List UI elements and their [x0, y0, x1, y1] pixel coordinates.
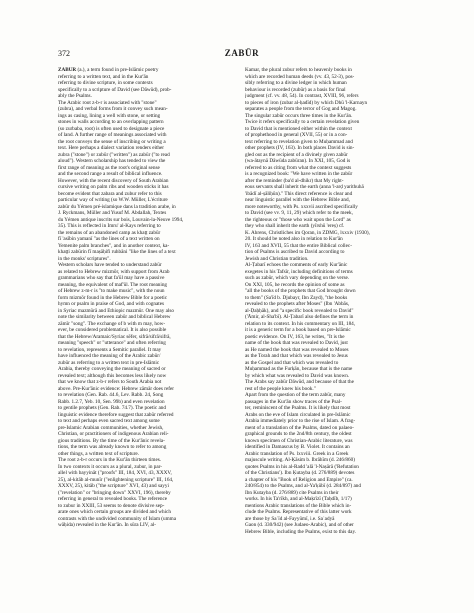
text-line: sibly referring to a divine ledger in which human	[245, 80, 347, 86]
text-line: particular way of writing (so W.W. Müller, L'écriture	[58, 197, 168, 203]
text-line: have influenced the meaning of the Arabic zabūr/	[58, 353, 161, 359]
text-line: is a recognized book: "We have written in the zabūr	[245, 171, 353, 177]
text-line: ment of a translation of the Psalms, dated on palaeo-	[245, 424, 354, 431]
text-line: and the second range a result of biblical influence.	[58, 171, 163, 177]
text-line: Twice it refers specifically to a certain revelation given	[245, 119, 360, 125]
text-line: a chapter of his "Book of Religion and Empire" (ca.	[245, 476, 353, 483]
text-line: behaviour is recorded (zubūr) as a basis for final	[245, 86, 346, 93]
text-line: known specimen of Christian-Arabic literature, was	[245, 437, 353, 444]
text-line: gious traditions. By the time of the Kur'ānic revela-	[58, 437, 165, 444]
text-line: relation to its context. In his commentary on III, 184,	[245, 320, 356, 327]
text-line: K. Ahrens, Christliches im Qoran, in ZDMG, lxxxiv (1930),	[245, 229, 370, 236]
text-line: identified in Damascus by B. Violet. It contains an	[245, 444, 350, 450]
text-line: form mizmōr found in the Hebrew Bible for a poetic	[58, 294, 168, 301]
text-line: that we know that z-b-r refers to South Arabia not	[58, 379, 162, 385]
text-line: Arabia immediately prior to the rise of Islam. A frag-	[245, 418, 356, 424]
text-line: mentions Arabic translations of the Bible which in-	[245, 502, 352, 509]
text-line: pre-Islamic Arabian communities, whether Jewish,	[58, 424, 164, 431]
text-line: to David that is mentioned either within the context	[245, 125, 352, 132]
text-line: referring to divine scripture, in some contexts	[58, 80, 153, 86]
text-line: they who shall inherit the earth (yīrshū 'ereṣ) cf.	[245, 223, 345, 229]
text-line: to zubur in XXIII, 53 seems to denote divisive sep-	[58, 502, 165, 509]
text-line: near linguistic parallel with the Hebrew Bible and,	[245, 197, 350, 203]
text-line: Arabic translation of Ps. lxxviii. Greek in a Greek	[245, 450, 349, 457]
text-line: (wa-ātaynā Dāwūda zabūran). In XXI, 105, God is	[245, 158, 351, 164]
text-line: ter, reminiscent of the Psalms. It is likely that most	[245, 405, 351, 411]
text-line: 25), al-kitāb al-munīr ("enlightening scripture" III, 164,	[58, 476, 174, 483]
text-line: Hebrew Bible, including the Psalms, exist to this day.	[245, 528, 357, 535]
text-line: linguistic evidence therefore suggest that zabūr referred	[58, 411, 174, 418]
text-line: that the Hebrew/Aramaic/Syriac sēfer, sifrā/sifrā/sifrā,	[58, 333, 171, 340]
text-line: after the reminder (ba'd al-dhikr) that My right-	[245, 177, 344, 184]
text-line: by which what was revealed to David was known.	[245, 372, 350, 379]
text-line: to revelation, represents a Semitic parallel. It may	[58, 346, 162, 353]
text-line: tion of Psalms is ascribed to David according to	[245, 249, 345, 255]
text-line: works. In his Ta'rīkh, and al-Maḳrīzī (Taḥdīb, 1/17)	[245, 496, 352, 502]
text-line: The root z-b-r occurs in the Kur'ān thirteen times.	[58, 457, 162, 463]
text-line: Rabb. 1.2.7, Yeb. 10, Sen. 99b) and even revelation	[58, 398, 165, 405]
text-line: gled out as the recipient of a divinely given zabūr	[245, 151, 348, 158]
text-line: are those by Saʿīd al-Fayyūmī, i.e. Saʿadyā	[245, 515, 335, 522]
text-line: The Arabic root z-b-r is associated with "stone"	[58, 99, 157, 106]
text-line: ever, be considered problematical. It is also possible	[58, 327, 167, 333]
text-line: such as zabūr, which vary depending on the verse.	[245, 275, 350, 281]
text-line: poetic evidence. On IV, 163, he writes, "It is the	[245, 333, 345, 340]
text-line: 240/854) to the Psalms, and al-Ya'ḳūbī (d. 284/897) and	[245, 483, 361, 489]
text-line: Arabia, thereby conveying the meaning of sacred or	[58, 366, 166, 372]
text-line: Yemenite palm branches", and in another context, ka-	[58, 242, 170, 249]
text-line: text referring to revelation given to Muḥammad and	[245, 138, 353, 145]
text-line: in Syriac mazmūrā and Ethiopic mazmūr. One may also	[58, 307, 174, 314]
text-line: The Arabs say zabūr Dāwūd, and because of that the	[245, 379, 354, 385]
text-line: tions, the term was already known to refer to among	[58, 444, 167, 450]
text-line: to revelation (Gen. Rab. 44.6, Lev. Rabb. 24, Song	[58, 392, 164, 398]
text-line: quotes Psalms in his al-Radd 'alā 'l-Naṣārā ('Refutation	[245, 463, 359, 470]
text-line: the remains of an abandoned camp as khaṭṭ zabūr	[58, 229, 161, 236]
text-line: Kamar, the plural zubur refers to heavenly books in	[245, 67, 352, 73]
text-line: become evident that zabara and zubur refer to this	[58, 190, 162, 197]
text-line: Western scholars have tended to understand zabūr	[58, 262, 162, 268]
text-line: majuscule writing. Al-Ḳāsim b. Ibrāhīm (d. 246/860)	[245, 457, 355, 463]
text-line: XXXV, 25), kitāb ("the scripture" XVI, 43) and sayyi	[58, 483, 169, 489]
headword: ZABŪR	[58, 67, 77, 73]
text-line: du Yémen antique inscrits sur bois, Louvain-la-Neuve 1994,	[58, 216, 184, 223]
text-line: of the Christians'). Ibn Ḳutayba (d. 276/889) devotes	[245, 470, 355, 476]
text-line: more noteworthy, with Ps. xxxvii ascribed specifically	[245, 203, 358, 210]
text-line: khaṭṭi zabūrin fī maṣāḥifi ruhbāni "like the lines of a text	[58, 249, 176, 255]
text-line: stones in walls according to an overlapping pattern	[58, 119, 164, 125]
first-line-text: (a.), a term found in pre-Islāmic poetry	[76, 67, 159, 73]
text-line: to gentile prophets (Gen. Rab. 74.7). The poetic and	[58, 405, 166, 411]
text-line: of land. A further range of meanings associated with	[58, 132, 167, 138]
text-line: meaning, the equivalent of maf'ūl. The root meaning	[58, 281, 168, 288]
text-line: 20. It should be noted also in relation to Kur'ān	[245, 236, 343, 242]
text-line: Gaon (d. 330/942) (see Judaeo-Arabic), and of other	[245, 522, 354, 528]
text-line: the righteous or "those who wait upon the Lord" as	[245, 216, 351, 223]
text-line: meaning "speech" or "utterance" and often referring	[58, 340, 166, 346]
text-line: Arabs on the eve of Islam circulated in pre-Islāmic	[245, 411, 351, 418]
text-line: wāḥida) revealed in the Kur'ān. In sūra LIV, al-	[58, 522, 156, 528]
text-line: as the Torah and that which was revealed to Jesus	[245, 353, 348, 359]
text-line: Apart from the question of the term zabūr, many	[245, 392, 346, 398]
text-line: aloud"). Western scholarship has tended to view the	[58, 158, 166, 164]
text-line: zāmīr "song". The exchange of b with m may, how-	[58, 320, 166, 327]
text-line: On XXI, 105, he records the opinion of some as	[245, 281, 345, 288]
text-line: grammarians who say that fa'ūl may have a passive	[58, 275, 165, 281]
text-line: (zubra), and verbal forms from it convey such mean-	[58, 106, 168, 112]
text-line: clude the Psalms. Representative of this latter work	[245, 509, 352, 515]
text-line: referring to a written text, and in the Kur'ān	[58, 73, 149, 80]
text-line: (so zurbaba, root) is often used to designate a piece	[58, 125, 165, 132]
running-head: ZABŪR	[224, 48, 260, 58]
text-line: above. Pre-Kur'ānic evidence: Hebrew zāmār does refer	[58, 385, 175, 392]
text-line: note the similarity between zabūr and biblical Hebrew	[58, 314, 171, 320]
text-line: graphical grounds to the 2nd/8th century, the oldest	[245, 431, 352, 437]
text-line: revealed text; although this becomes less likely now	[58, 372, 167, 379]
left-column	[58, 67, 232, 529]
page-number: 372	[58, 49, 70, 58]
text-line: allel with bayyināt ("proofs" III, 184, XVI, 43, XXXV,	[58, 470, 172, 476]
text-line: J. Ryckmans, Müller and Yusuf M. Abdallah, Textes	[58, 210, 167, 216]
text-line: Al-Ṭabarī echoes the comments of early Kur'ānic	[245, 262, 348, 268]
text-line: ably the Psalms.	[58, 93, 92, 99]
text-line: zubra ("stone") or zubūr ("written") as zabūr ("to read	[58, 151, 170, 158]
text-line: as related to Hebrew mizmōr, with support from Arab	[58, 268, 170, 275]
text-line: Ibn Kutayba (d. 276/889) cite Psalms in their	[245, 489, 339, 496]
text-line: 35). This is reflected in Imru' al-Kays referring to	[58, 223, 161, 229]
text-line: the root conveys the sense of inscribing or writing a	[58, 138, 166, 145]
text-line: name of the book that was revealed to David, just	[245, 340, 348, 346]
text-line: zabūr du Yémen pré-islamique dans la tradition arabe, in	[58, 203, 176, 210]
text-line: contrasts with the undivided community of Islam (umma	[58, 515, 176, 522]
text-line: passages in the Kur'ān show traces of the Psal-	[245, 398, 342, 405]
text-line: al-Ḍaḥḥāk), and "a specific book revealed to David"	[245, 307, 354, 314]
text-line: ("revelation" or "bringing down" XXVI, 196), thereby	[58, 489, 171, 496]
text-line: rest of the people knew his book."	[245, 385, 316, 392]
text-line: of prophethood in general (XVII, 55) or in a con-	[245, 132, 348, 138]
text-line: zubūr as referring to a written text in pre-Islāmic	[58, 359, 160, 366]
text-line: In two contexts it occurs as a plural, zubur, in par-	[58, 463, 162, 470]
text-line: of Hebrew z-m-r is "to make music", with the noun	[58, 288, 165, 294]
right-column	[245, 67, 419, 535]
text-line: referred to as citing from what the context suggests	[245, 164, 352, 171]
text-line: text. Here perhaps a dialect variation renders either	[58, 145, 165, 151]
text-line: to them" (Sa'īd b. Djubayr, Ibn Zayd), "the books	[245, 294, 348, 301]
text-line: cursive writing on palm ribs and wooden sticks it has	[58, 184, 169, 190]
text-line: which are recorded human deeds (vv. 43, 52-3), pos-	[245, 73, 355, 80]
text-line: exegetes in his Tafsīr, including definitions of terms	[245, 268, 353, 275]
text-line: as He named the book that was revealed to Moses	[245, 346, 349, 353]
text-line: Christian, or practitioners of indigenous Arabian reli-	[58, 431, 169, 437]
text-line: The singular zabūr occurs three times in the Kur'ān.	[245, 112, 353, 119]
text-line: other prophets (IV, 163). In both places David is sin-	[245, 145, 355, 151]
text-line: other things, a written text of scripture.	[58, 450, 139, 457]
text-line: "all the books of the prophets that God brought down	[245, 288, 356, 294]
text-line: to David (see vv. 9, 11, 29) which refer to the meek,	[245, 210, 353, 216]
text-line: specifically to a scripture of David (see Dāwūd), prob-	[58, 86, 172, 93]
text-line: However, with the recent discovery of South Arabian	[58, 177, 169, 184]
text-line: Jewish and Christian tradition.	[245, 255, 309, 262]
text-line: revealed to the prophets after Moses" (Ibn 'Abbās,	[245, 301, 350, 307]
text-line: in the monks' scriptures".	[58, 255, 111, 262]
text-line: to text and perhaps even sacred text among some	[58, 418, 160, 424]
text-line: to pieces of iron (zubar al-ḥadīd) by which Dhū 'l-Karnayn	[245, 99, 368, 106]
text-line: as the Gospel and that which was revealed to	[245, 359, 339, 366]
text-line: ('Āmir, al-Sha'bī). Al-Ṭabarī also defines the term in	[245, 314, 354, 320]
text-line: separates a people from the terror of Gog and Magog.	[245, 106, 357, 112]
text-line: it is a generic term for a book based on pre-Islāmic	[245, 327, 351, 333]
text-line: referring in general to revealed books. The reference	[58, 496, 168, 502]
text-line: eous servants shall inherit the earth (anna 'l-arḍ yarithuhā	[245, 184, 364, 190]
text-line: arate ones which certain groups are divided and which	[58, 509, 171, 515]
text-line: IV, 163 and XVII, 55 that the entire Biblical collec-	[245, 242, 352, 249]
text-line: fī 'asībin yamanī "as the lines of a text written on	[58, 236, 160, 242]
text-line: ings as casing, lining a well with stone, or setting	[58, 112, 161, 119]
text-line: Muḥammad as the Furḳān, because that is the name	[245, 366, 353, 372]
text-line: judgment (cf. vv. 48, 54). In contrast, XVIII, 96, refers	[245, 93, 359, 99]
text-line: first range of meaning as the root's original sense	[58, 164, 160, 171]
text-line: 'ibādī al-ṣāliḥūn)." This direct reference is clear and	[245, 190, 353, 197]
text-line: hymn or psalm in praise of God, and with cognates	[58, 301, 165, 307]
